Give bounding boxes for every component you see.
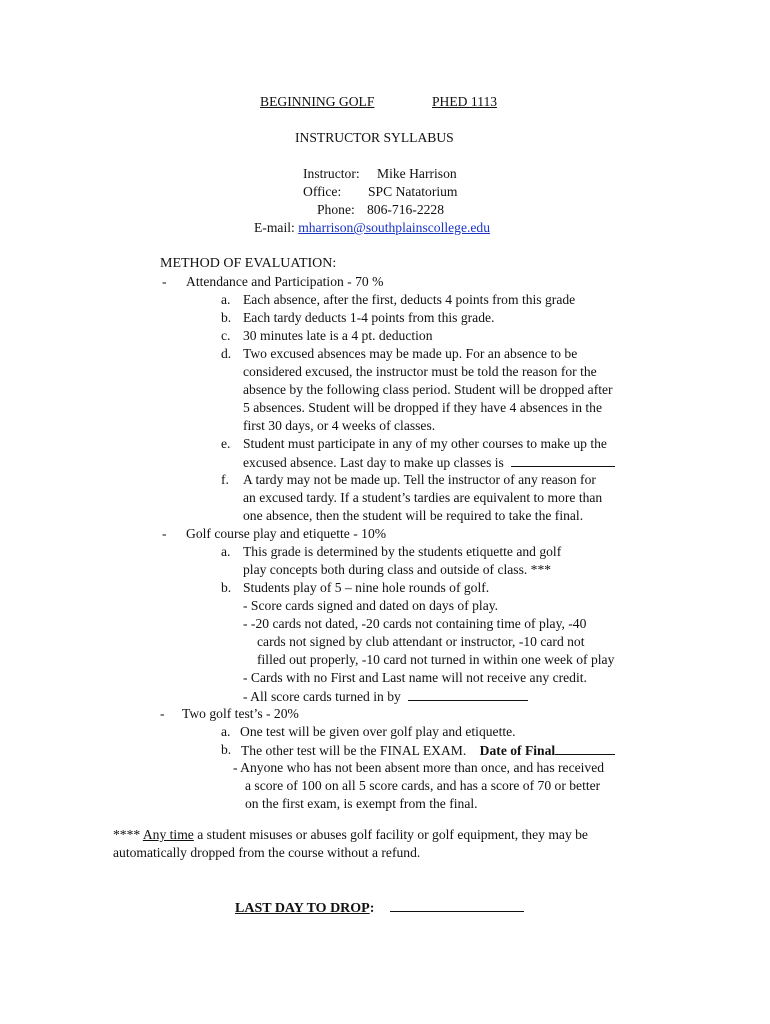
instructor-label: Instructor:	[303, 166, 360, 181]
drop-colon: :	[369, 901, 375, 916]
sub-item-cont: filled out properly, -10 card not turned in within one week of play	[257, 652, 615, 667]
item-line: 30 minutes late is a 4 pt. deduction	[243, 328, 433, 343]
notice-line-2: automatically dropped from the course without a refund.	[113, 845, 421, 860]
item-line: an excused tardy. If a student’s tardies are equivalent to more than	[243, 490, 603, 505]
dash-bullet: -	[162, 526, 167, 541]
item-line: excused absence. Last day to make up classes is	[243, 455, 504, 470]
notice-stars: ****	[113, 827, 141, 842]
item-marker: b.	[221, 310, 232, 325]
item-marker: a.	[221, 292, 231, 307]
phone-label: Phone:	[317, 202, 355, 217]
scorecard-deadline-blank	[408, 689, 528, 701]
item-line: play concepts both during class and outside of class. ***	[243, 562, 552, 577]
item-line: Student must participate in any of my other courses to make up the	[243, 436, 607, 451]
sub-item: - Anyone who has not been absent more than once, and has received	[233, 760, 605, 775]
scorecard-deadline-line	[243, 689, 528, 704]
item-line: Each tardy deducts 1-4 points from this grade.	[243, 310, 495, 325]
item-marker: f.	[221, 472, 229, 487]
item-line: Each absence, after the first, deducts 4 points from this grade	[243, 292, 576, 307]
drop-date-blank	[390, 900, 524, 912]
item-line: Students play of 5 – nine hole rounds of golf.	[243, 580, 490, 595]
item-marker: a.	[221, 544, 231, 559]
last-day-to-drop	[235, 900, 524, 916]
instructor-value: Mike Harrison	[377, 166, 457, 181]
final-date-label: Date of Final	[479, 743, 556, 758]
item-marker: b.	[221, 580, 232, 595]
sub-item: - Cards with no First and Last name will not receive any credit.	[243, 670, 587, 685]
golf-play-title: Golf course play and etiquette - 10%	[186, 526, 387, 541]
course-code: PHED 1113	[432, 94, 498, 109]
sub-item: - -20 cards not dated, -20 cards not containing time of play, -40	[243, 616, 587, 631]
course-name: BEGINNING GOLF	[260, 94, 375, 109]
item-line: This grade is determined by the students etiquette and golf	[243, 544, 562, 559]
item-line: first 30 days, or 4 weeks of classes.	[243, 418, 436, 433]
notice-text: a student misuses or abuses golf facility or golf equipment, they may be	[197, 827, 588, 842]
item-line: The other test will be the FINAL EXAM.	[241, 743, 467, 758]
item-marker: c.	[221, 328, 231, 343]
sub-item: - All score cards turned in by	[243, 689, 401, 704]
makeup-deadline-line	[243, 455, 615, 470]
item-marker: a.	[221, 724, 231, 739]
evaluation-heading: METHOD OF EVALUATION:	[160, 256, 337, 271]
attendance-title: Attendance and Participation - 70 %	[186, 274, 384, 289]
final-date-blank	[555, 743, 615, 755]
drop-label: LAST DAY TO DROP	[235, 901, 370, 916]
makeup-deadline-blank	[511, 455, 615, 467]
office-value: SPC Natatorium	[368, 184, 458, 199]
misuse-notice	[113, 828, 588, 842]
final-exam-line	[241, 743, 615, 758]
phone-value: 806-716-2228	[367, 202, 445, 217]
dash-bullet: -	[160, 706, 165, 721]
office-label: Office:	[303, 184, 342, 199]
email-line	[254, 221, 490, 235]
item-marker: b.	[221, 742, 232, 757]
item-line: considered excused, the instructor must be told the reason for the	[243, 364, 597, 379]
tests-title: Two golf test’s - 20%	[182, 706, 299, 721]
item-line: one absence, then the student will be required to take the final.	[243, 508, 584, 523]
doc-title: INSTRUCTOR SYLLABUS	[295, 130, 454, 145]
item-marker: d.	[221, 346, 232, 361]
sub-item-cont: a score of 100 on all 5 score cards, and has a score of 70 or better	[245, 778, 601, 793]
item-line: Two excused absences may be made up. For an absence to be	[243, 346, 578, 361]
item-line: 5 absences. Student will be dropped if they have 4 absences in the	[243, 400, 602, 415]
item-line: A tardy may not be made up. Tell the instructor of any reason for	[243, 472, 596, 487]
sub-item-cont: on the first exam, is exempt from the final.	[245, 796, 478, 811]
email-label: E-mail:	[254, 220, 295, 235]
email-link[interactable]: mharrison@southplainscollege.edu	[298, 220, 491, 235]
notice-any-time: Any time	[142, 827, 194, 842]
sub-item: - Score cards signed and dated on days of play.	[243, 598, 499, 613]
item-line: One test will be given over golf play and etiquette.	[240, 724, 516, 739]
item-line: absence by the following class period. Student will be dropped after	[243, 382, 613, 397]
sub-item-cont: cards not signed by club attendant or instructor, -10 card not	[257, 634, 585, 649]
item-marker: e.	[221, 436, 231, 451]
dash-bullet: -	[162, 274, 167, 289]
